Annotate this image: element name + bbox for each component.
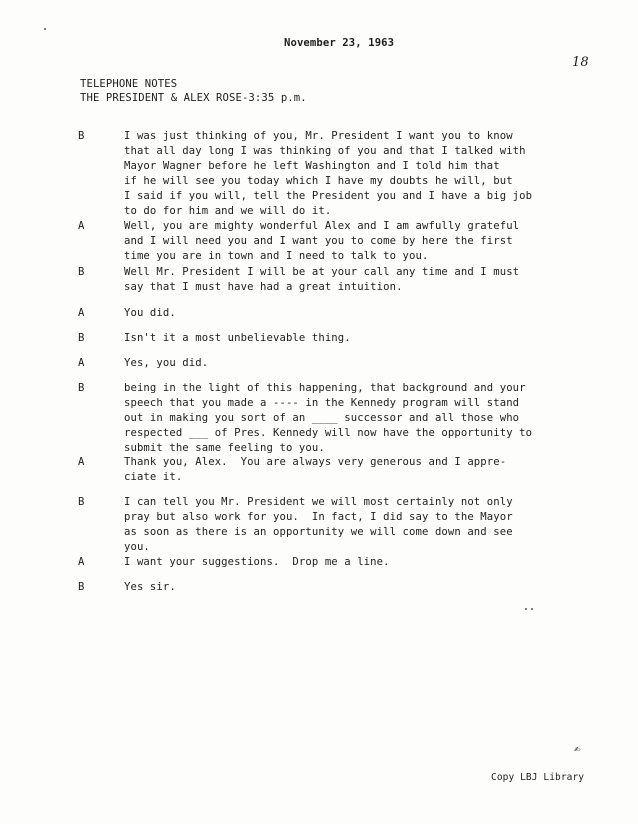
speaker-label: A: [78, 556, 85, 568]
speech-line: submit the same feeling to you.: [124, 442, 325, 454]
speaker-label: B: [78, 382, 85, 394]
speech-text: [124, 356, 574, 371]
speech-line: I want your suggestions. Drop me a line.: [124, 556, 390, 568]
speech-line: Mayor Wagner before he left Washington and I told him that: [124, 160, 500, 172]
speech-line: if he will see you today which I have my doubts he will, but: [124, 175, 513, 187]
speaker-label: B: [78, 130, 85, 142]
speech-text: [124, 265, 574, 295]
speck: [525, 608, 527, 610]
speech-line: pray but also work for you. In fact, I did say to the Mayor: [124, 511, 513, 523]
speech-line: being in the light of this happening, that background and your: [124, 382, 526, 394]
speaker-label: A: [78, 456, 85, 468]
speech-line: Well, you are mighty wonderful Alex and I am awfully grateful: [124, 220, 520, 232]
speck: [531, 608, 533, 610]
speaker-label: A: [78, 307, 85, 319]
speech-text: [124, 306, 574, 321]
speech-text: [124, 331, 574, 346]
header-title: TELEPHONE NOTES: [80, 78, 178, 90]
speech-line: that all day long I was thinking of you and that I talked with: [124, 145, 526, 157]
speech-line: Yes, you did.: [124, 357, 209, 369]
document-date: November 23, 1963: [284, 37, 395, 49]
speech-line: to do for him and we will do it.: [124, 205, 332, 217]
speck: [44, 28, 46, 30]
speech-text: [124, 219, 574, 264]
speech-line: as soon as there is an opportunity we will come down and see: [124, 526, 513, 538]
speech-text: [124, 455, 574, 485]
library-footer: Copy LBJ Library: [491, 772, 585, 783]
speech-text: [124, 555, 574, 570]
speech-line: Yes sir.: [124, 581, 176, 593]
speech-line: You did.: [124, 307, 176, 319]
speech-line: say that I must have had a great intuition.: [124, 281, 403, 293]
speaker-label: B: [78, 581, 85, 593]
speech-line: Isn't it a most unbelievable thing.: [124, 332, 351, 344]
speech-text: [124, 129, 574, 219]
speaker-label: B: [78, 332, 85, 344]
speech-text: [124, 381, 574, 456]
speech-line: time you are in town and I need to talk to you.: [124, 250, 429, 262]
speech-line: speech that you made a ---- in the Kennedy program will stand: [124, 397, 520, 409]
speech-line: ciate it.: [124, 471, 183, 483]
speech-text: [124, 580, 574, 595]
speaker-label: B: [78, 266, 85, 278]
handwritten-page-number: 18: [572, 55, 589, 70]
speech-line: respected ___ of Pres. Kennedy will now have the opportunity to: [124, 427, 533, 439]
header-participants: THE PRESIDENT & ALEX ROSE-3:35 p.m.: [80, 92, 307, 104]
speech-line: you.: [124, 541, 150, 553]
speech-line: Thank you, Alex. You are always very generous and I appre-: [124, 456, 507, 468]
speaker-label: A: [78, 220, 85, 232]
speech-line: and I will need you and I want you to come by here the first: [124, 235, 513, 247]
speech-line: I said if you will, tell the President you and I have a big job: [124, 190, 533, 202]
speech-text: [124, 495, 574, 555]
speech-line: Well Mr. President I will be at your call any time and I must: [124, 266, 520, 278]
speech-line: out in making you sort of an ____ successor and all those who: [124, 412, 520, 424]
speech-line: I was just thinking of you, Mr. President I want you to know: [124, 130, 513, 142]
speaker-label: B: [78, 496, 85, 508]
speaker-label: A: [78, 357, 85, 369]
speech-line: I can tell you Mr. President we will most certainly not only: [124, 496, 513, 508]
handwritten-initials: ✍: [574, 743, 581, 755]
